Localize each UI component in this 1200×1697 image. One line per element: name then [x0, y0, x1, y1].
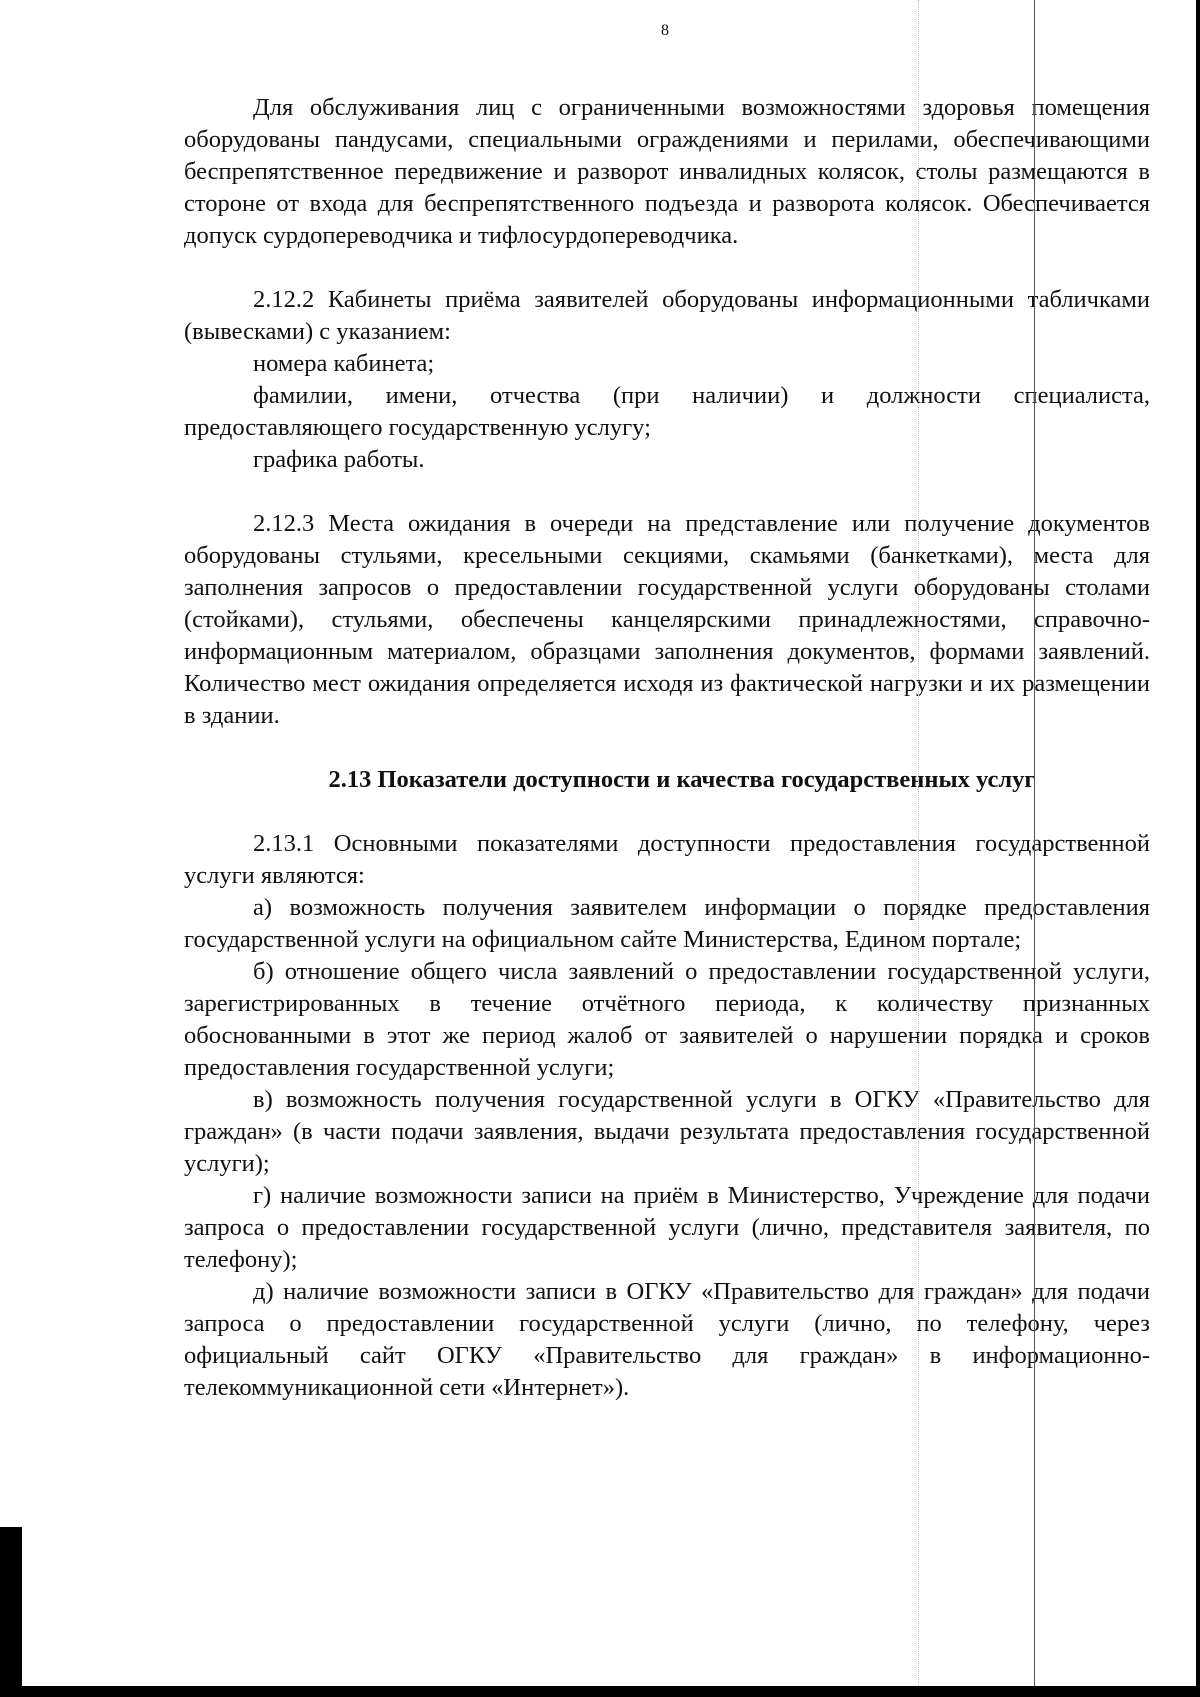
paragraph: б) отношение общего числа заявлений о предоставлении государственной услуги, зарегистрированных в течение отчётного периода, к количеству признанных обоснованными в этот же период жалоб от заявителей о нарушении порядка и сроков предоставления государственной услуги;: [184, 958, 1150, 1081]
paragraph: графика работы.: [253, 446, 425, 473]
paragraph: Для обслуживания лиц с ограниченными возможностями здоровья помещения оборудованы пандусами, специальными ограждениями и перилами, обеспечивающими беспрепятственное передвижение и разворот инвалидных колясок, столы размещаются в стороне от входа для беспрепятственного подъезда и разворота колясок. Обеспечивается допуск сурдопереводчика и тифлосурдопереводчика.: [184, 94, 1150, 249]
page-number: 8: [661, 22, 669, 39]
scan-border-left: [0, 1527, 22, 1697]
document-body: [184, 92, 1150, 1404]
scan-artifact-line-faint: [918, 0, 919, 1686]
paragraph: 2.13.1 Основными показателями доступности предоставления государственной услуги являются:: [184, 830, 1150, 889]
paragraph: номера кабинета;: [253, 350, 435, 377]
paragraph: 2.12.3 Места ожидания в очереди на представление или получение документов оборудованы стульями, кресельными секциями, скамьями (банкетками), места для заполнения запросов о предоставлении государственной услуги оборудованы столами (стойками), стульями, обеспечены канцелярскими принадлежностями, справочно-информационным материалом, образцами заполнения документов, формами заявлений. Количество мест ожидания определяется исходя из фактической нагрузки и их размещении в здании.: [184, 510, 1150, 729]
paragraph: в) возможность получения государственной услуги в ОГКУ «Правительство для граждан» (в части подачи заявления, выдачи результата предоставления государственной услуги);: [184, 1086, 1150, 1177]
paragraph: г) наличие возможности записи на приём в Министерство, Учреждение для подачи запроса о предоставлении государственной услуги (лично, представителя заявителя, по телефону);: [184, 1182, 1150, 1273]
paragraph: д) наличие возможности записи в ОГКУ «Правительство для граждан» для подачи запроса о предоставлении государственной услуги (лично, по телефону, через официальный сайт ОГКУ «Правительство для граждан» в информационно-телекоммуникационной сети «Интернет»).: [184, 1278, 1150, 1401]
section-heading: 2.13 Показатели доступности и качества государственных услуг: [328, 766, 1036, 793]
scan-artifact-line: [1034, 0, 1035, 1686]
paragraph: 2.12.2 Кабинеты приёма заявителей оборудованы информационными табличками (вывесками) с указанием:: [184, 286, 1150, 345]
scan-border-bottom: [22, 1686, 1200, 1697]
paragraph: а) возможность получения заявителем информации о порядке предоставления государственной услуги на официальном сайте Министерства, Едином портале;: [184, 894, 1150, 953]
paragraph: фамилии, имени, отчества (при наличии) и должности специалиста, предоставляющего государственную услугу;: [184, 382, 1150, 441]
scan-border-right: [1196, 0, 1200, 1697]
